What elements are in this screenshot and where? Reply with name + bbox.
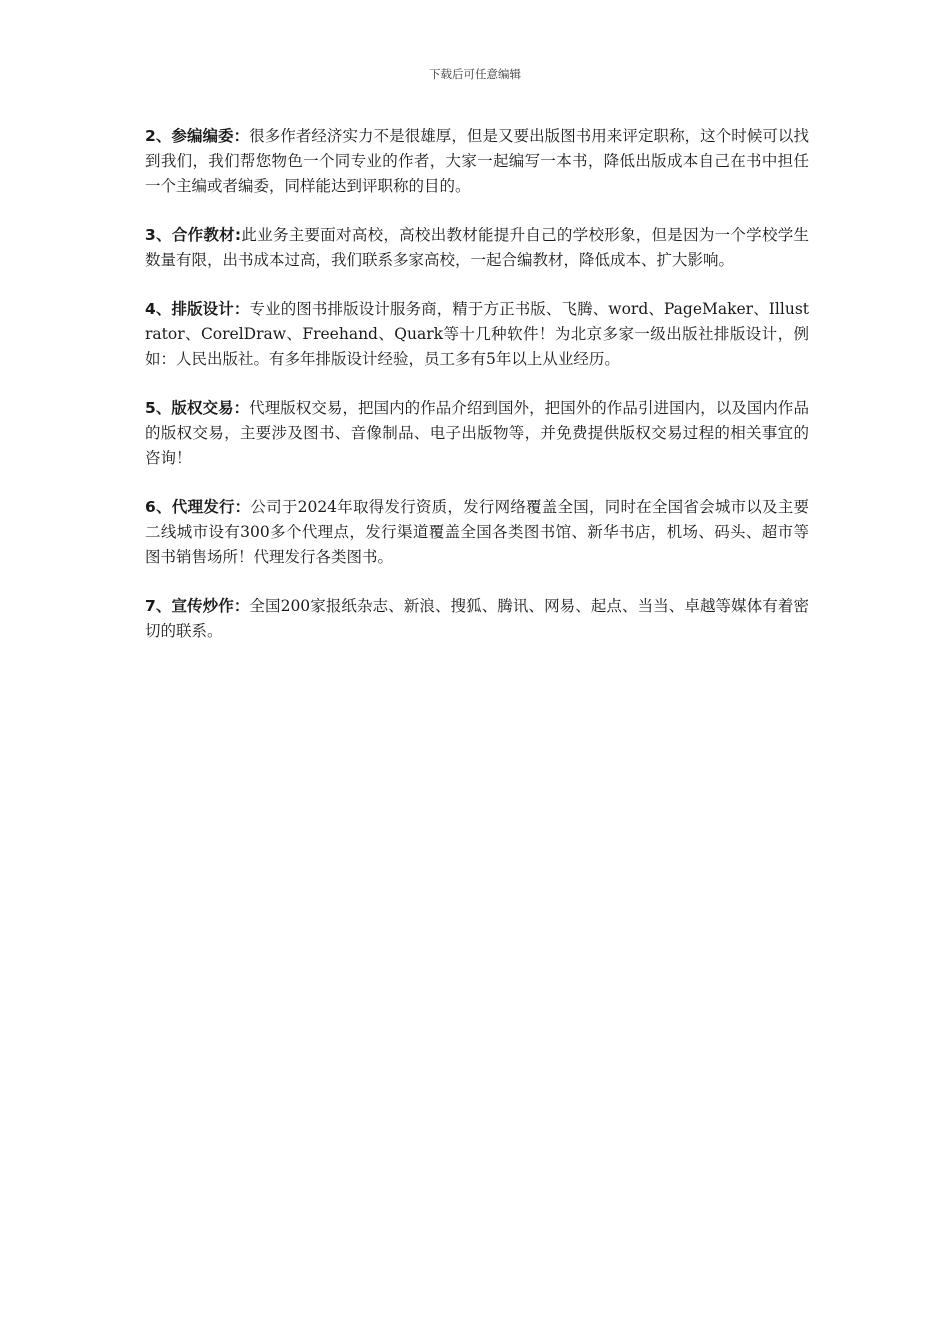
section-heading: 2、参编编委： <box>145 127 250 145</box>
document-body <box>145 124 809 668</box>
section-heading: 7、宣传炒作： <box>145 597 250 615</box>
section-paragraph <box>145 297 809 372</box>
section-text: 代理版权交易，把国内的作品介绍到国外，把国外的作品引进国内，以及国内作品的版权交易，主要涉及图书、音像制品、电子出版物等，并免费提供版权交易过程的相关事宜的咨询！ <box>145 399 809 467</box>
page-header: 下载后可任意编辑 <box>429 67 521 81</box>
section-text: 此业务主要面对高校，高校出教材能提升自己的学校形象，但是因为一个学校学生数量有限，出书成本过高，我们联系多家高校，一起合编教材，降低成本、扩大影响。 <box>145 226 810 269</box>
section-paragraph <box>145 594 809 644</box>
section-heading: 4、排版设计： <box>145 300 250 318</box>
section-paragraph <box>145 495 809 570</box>
section-text: 公司于2024年取得发行资质，发行网络覆盖全国，同时在全国省会城市以及主要二线城市设有300多个代理点，发行渠道覆盖全国各类图书馆、新华书店，机场、码头、超市等图书销售场所！代理发行各类图书。 <box>145 498 809 566</box>
section-text: 很多作者经济实力不是很雄厚，但是又要出版图书用来评定职称，这个时候可以找到我们，我们帮您物色一个同专业的作者，大家一起编写一本书，降低出版成本自己在书中担任一个主编或者编委，同样能达到评职称的目的。 <box>145 127 809 195</box>
section-heading: 6、代理发行： <box>145 498 251 516</box>
section-paragraph <box>145 124 809 199</box>
section-heading: 3、合作教材: <box>145 226 242 244</box>
section-text: 全国200家报纸杂志、新浪、搜狐、腾讯、网易、起点、当当、卓越等媒体有着密切的联系。 <box>145 597 809 640</box>
section-paragraph <box>145 396 809 471</box>
section-text: 专业的图书排版设计服务商，精于方正书版、飞腾、word、PageMaker、Illustrator、CorelDraw、Freehand、Quark等十几种软件！为北京多家一级出版社排版设计，例如：人民出版社。有多年排版设计经验，员工多有5年以上从业经历。 <box>145 300 809 368</box>
section-heading: 5、版权交易： <box>145 399 250 417</box>
section-paragraph <box>145 223 809 273</box>
